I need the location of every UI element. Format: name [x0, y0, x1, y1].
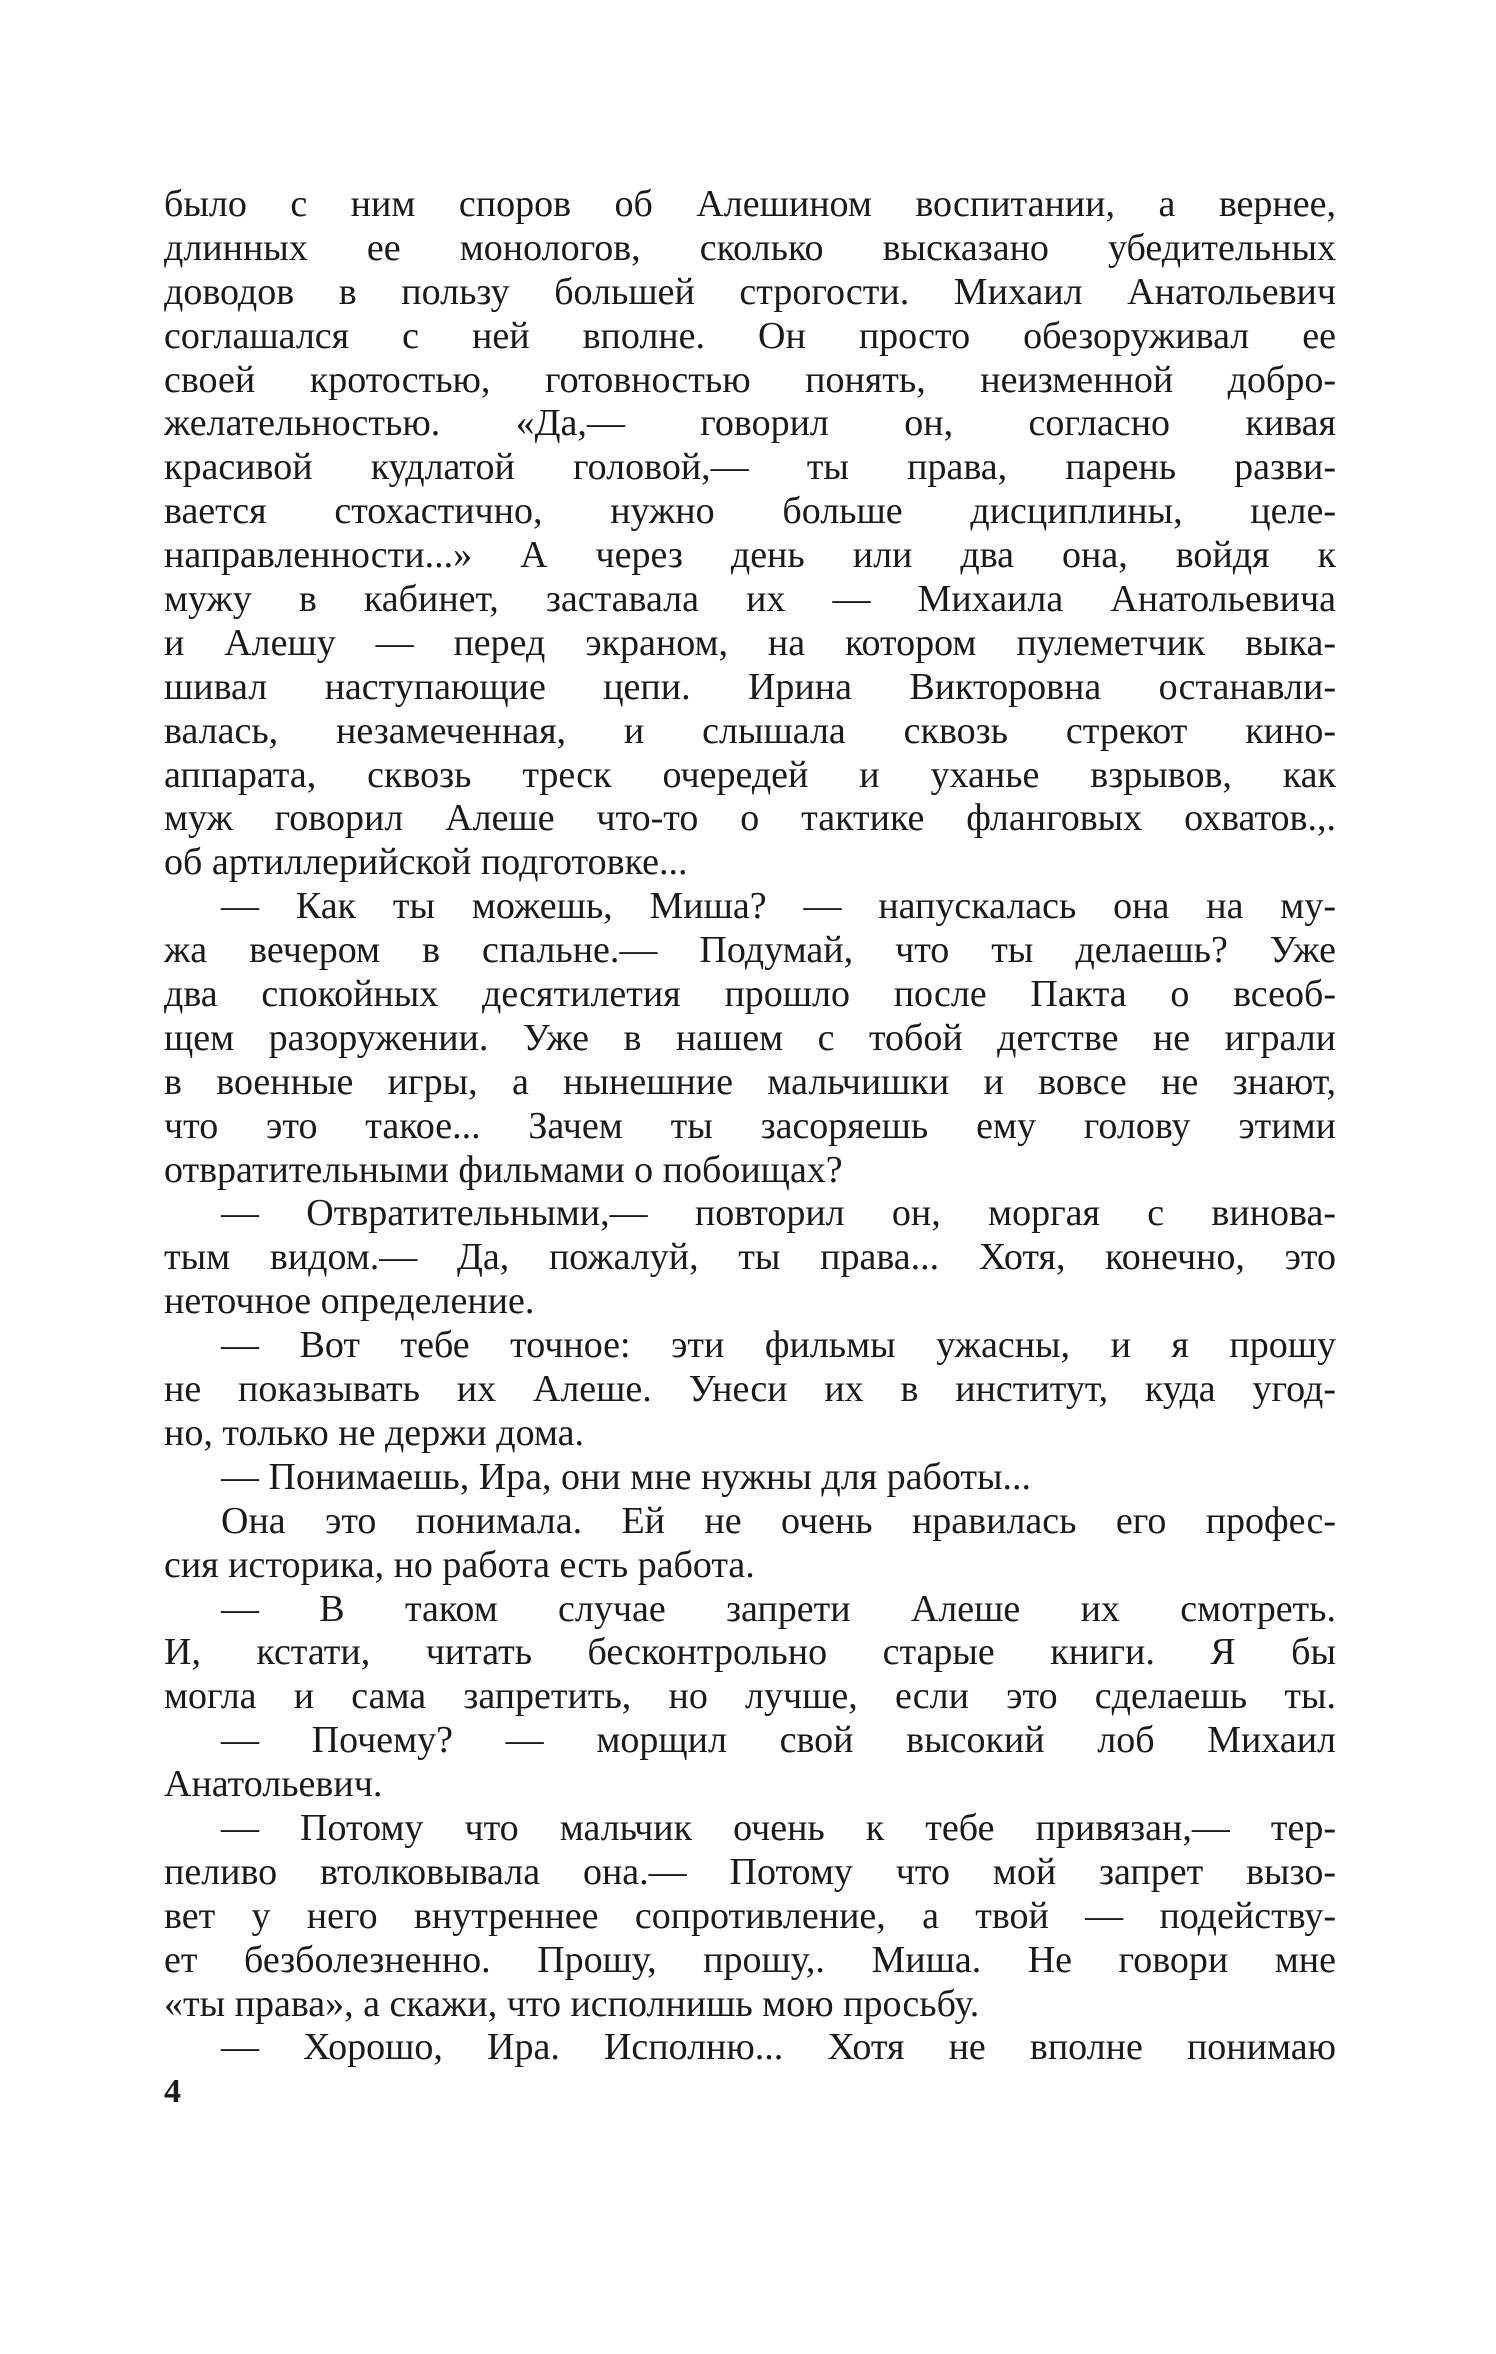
text-line: направленности...» А через день или два она, войдя к	[164, 534, 1336, 577]
text-line: — Потому что мальчик очень к тебе привязан,— тер-	[221, 1806, 1336, 1849]
text-line: «ты права», а скажи, что исполнишь мою просьбу.	[164, 1982, 980, 2025]
body-text	[164, 183, 1336, 2070]
text-line: жа вечером в спальне.— Подумай, что ты делаешь? Уже	[164, 929, 1336, 972]
text-line: щем разоружении. Уже в нашем с тобой детстве не играли	[164, 1016, 1336, 1059]
text-line: — Как ты можешь, Миша? — напускалась она на му-	[221, 885, 1336, 928]
text-line: могла и сама запретить, но лучше, если это сделаешь ты.	[164, 1675, 1336, 1718]
text-line: Анатольевич.	[164, 1763, 383, 1806]
text-line: было с ним споров об Алешином воспитании, а вернее,	[164, 183, 1336, 225]
text-line: неточное определение.	[164, 1280, 535, 1323]
text-line: Она это понимала. Ей не очень нравилась его профес-	[221, 1499, 1336, 1542]
text-line: желательностью. «Да,— говорил он, согласно кивая	[164, 402, 1336, 445]
text-line: — Понимаешь, Ира, они мне нужны для работы...	[221, 1455, 1032, 1498]
text-line: не показывать их Алеше. Унеси их в институт, куда угод-	[164, 1368, 1336, 1411]
text-line: об артиллерийской подготовке...	[164, 841, 688, 884]
text-line: — Вот тебе точное: эти фильмы ужасны, и я прошу	[221, 1324, 1336, 1367]
text-line: валась, незамеченная, и слышала сквозь стрекот кино-	[164, 709, 1336, 752]
text-line: отвратительными фильмами о побоищах?	[164, 1148, 843, 1191]
text-line: доводов в пользу большей строгости. Михаил Анатольевич	[164, 270, 1336, 313]
text-line: соглашался с ней вполне. Он просто обезоруживал ее	[164, 314, 1336, 357]
text-line: — Почему? — морщил свой высокий лоб Михаил	[221, 1719, 1336, 1762]
text-line: длинных ее монологов, сколько высказано убедительных	[164, 226, 1336, 269]
text-line: ет безболезненно. Прошу, прошу,. Миша. Не говори мне	[164, 1938, 1336, 1981]
text-line: пеливо втолковывала она.— Потому что мой запрет вызо-	[164, 1850, 1336, 1893]
text-line: два спокойных десятилетия прошло после Пакта о всеоб-	[164, 973, 1336, 1016]
page-number: 4	[164, 2073, 181, 2110]
text-line: аппарата, сквозь треск очередей и уханье взрывов, как	[164, 753, 1336, 796]
text-line: — Хорошо, Ира. Исполню... Хотя не вполне понимаю	[221, 2026, 1336, 2069]
text-line: шивал наступающие цепи. Ирина Викторовна останавли-	[164, 665, 1336, 708]
text-line: своей кротостью, готовностью понять, неизменной добро-	[164, 358, 1336, 401]
text-line: И, кстати, читать бесконтрольно старые книги. Я бы	[164, 1631, 1336, 1674]
text-line: в военные игры, а нынешние мальчишки и вовсе не знают,	[164, 1060, 1336, 1103]
text-line: муж говорил Алеше что-то о тактике фланговых охватов.,.	[164, 797, 1336, 840]
text-line: но, только не держи дома.	[164, 1411, 585, 1454]
text-line: что это такое... Зачем ты засоряешь ему голову этими	[164, 1104, 1336, 1147]
text-line: и Алешу — перед экраном, на котором пулеметчик выка-	[164, 621, 1336, 664]
text-line: вет у него внутреннее сопротивление, а твой — подейству-	[164, 1894, 1336, 1937]
text-line: сия историка, но работа есть работа.	[164, 1543, 755, 1586]
text-line: — Отвратительными,— повторил он, моргая с винова-	[221, 1192, 1336, 1235]
text-line: вается стохастично, нужно больше дисциплины, целе-	[164, 490, 1336, 533]
text-line: красивой кудлатой головой,— ты права, парень разви-	[164, 446, 1336, 489]
text-line: мужу в кабинет, заставала их — Михаила Анатольевича	[164, 578, 1336, 621]
text-line: тым видом.— Да, пожалуй, ты права... Хотя, конечно, это	[164, 1236, 1336, 1279]
text-line: — В таком случае запрети Алеше их смотреть.	[221, 1587, 1336, 1630]
